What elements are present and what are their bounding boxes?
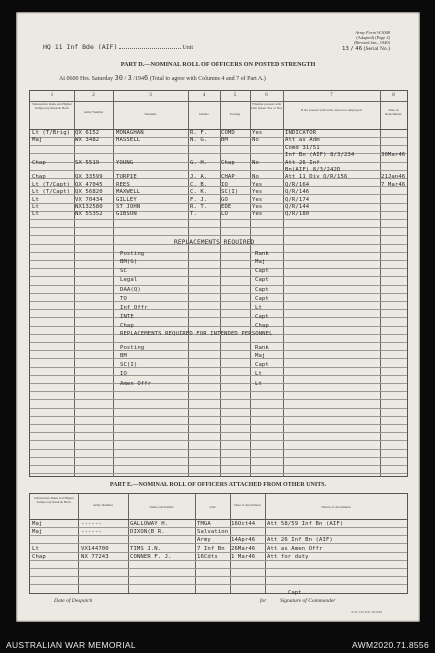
replacement-posting: INTE	[120, 314, 134, 321]
form-header: Army Form W.3008 (Adapted) (Page 2) (Revised Jan., 1940) 13 / 46 (Serial No.)	[342, 30, 390, 52]
replacement-posting: SC(I)	[120, 362, 138, 369]
cell-rank: Maj	[32, 529, 43, 536]
cell-post: BM	[221, 137, 228, 144]
serial-day: 13	[342, 45, 349, 52]
at-suffix: (Total to agree with Columns 4 and 7 of Part A.)	[149, 76, 266, 82]
cell-name: GALLOWAY H.	[130, 521, 169, 527]
cell-num: ------	[81, 529, 102, 536]
replacements2-rank-head: Rank	[255, 345, 269, 351]
e-col-head-number: Army Number	[93, 503, 113, 507]
cell-unit: TMGA	[197, 521, 211, 527]
archive-caption-right: AWM2020.71.8556	[352, 640, 429, 650]
ruled-line	[30, 584, 407, 585]
table-row	[30, 211, 407, 218]
cell-rank: Lt	[32, 545, 39, 552]
cell-rank: Lt (T/Brig)	[32, 130, 71, 136]
cell-rank: Chap	[32, 553, 46, 560]
unit-line	[43, 43, 193, 51]
ruled-line	[30, 358, 407, 359]
serial-year: 46	[355, 45, 363, 52]
col-num-8: 8	[392, 93, 395, 98]
cell-rank: Lt	[32, 204, 39, 210]
cell-emp: Q/R/144	[285, 204, 310, 210]
form-adapted: (Adapted) (Page 2)	[356, 35, 390, 41]
table-row	[30, 521, 407, 528]
cell-emp: Q/R/180	[285, 211, 310, 218]
cell-rank: Lt	[32, 211, 39, 218]
cell-init: J. A.	[190, 174, 208, 181]
table-row	[30, 537, 407, 544]
ruled-line	[30, 465, 407, 466]
ruled-line	[30, 457, 407, 458]
cell-nature: Att for duty	[267, 553, 309, 560]
print-code: A.W. 195 9/41 30/9/40	[351, 610, 383, 614]
e-col-head-date: Date of Attachment	[234, 503, 261, 507]
cell-rank: Chap	[32, 174, 46, 181]
replacement-rank: Capt	[255, 314, 269, 321]
replacement-rank: Capt	[255, 362, 269, 369]
ruled-line	[30, 260, 407, 261]
cell-name: TIMS J.N.	[130, 545, 162, 552]
e-col-head-name: Name and Initials	[149, 505, 174, 509]
col-head-surname: Surname	[144, 112, 157, 116]
cell-num: NX132580	[75, 204, 103, 210]
replacement-posting: BM	[120, 353, 127, 359]
e-col-head-rank: Substantive Rank and Higher Temporary Rank & Held.	[34, 496, 74, 504]
replacement-posting: Chap	[120, 323, 134, 330]
cell-emp: Comd 31/51	[285, 144, 320, 151]
table-row	[30, 546, 407, 553]
cell-emp: Q/R/164	[285, 181, 310, 188]
cell-rank: Chap	[32, 159, 46, 166]
cell-num: NX 55352	[75, 211, 103, 218]
document-page	[16, 12, 420, 622]
ruled-line	[30, 375, 407, 376]
cell-name: TURPIE	[116, 174, 137, 181]
ruled-line	[30, 408, 407, 409]
cell-emp: Att as Adm	[285, 137, 320, 144]
cell-num: WX 3482	[75, 137, 100, 144]
cell-init: R. F.	[190, 130, 208, 136]
ruled-line	[30, 383, 407, 384]
ruled-line	[30, 440, 407, 441]
replacement-rank: Capt	[255, 277, 269, 284]
date-day: 30	[114, 74, 123, 82]
cell-name: HASSELL	[116, 137, 141, 144]
cell-post: GO	[221, 196, 228, 203]
ruled-line	[30, 367, 407, 368]
part-d-title: PART D.—NOMINAL ROLL OF OFFICERS ON POSTED STRENGTH	[120, 61, 316, 68]
signature-prefix: for	[260, 598, 267, 604]
cell-post: EDE	[221, 204, 232, 210]
table-row	[30, 529, 407, 536]
ruled-line	[30, 293, 407, 294]
ruled-line	[30, 326, 407, 327]
cell-emp: Q/R/174	[285, 196, 310, 203]
ruled-line	[30, 399, 407, 400]
col-num-3: 3	[149, 93, 152, 98]
replacement-posting: TO	[120, 295, 127, 302]
cell-rank: Lt (T/Capt)	[32, 181, 71, 188]
ruled-line	[30, 285, 407, 286]
cell-name: ST JOHN	[116, 204, 141, 210]
ruled-line	[30, 568, 407, 569]
unit-value: HQ 11 Inf Bde (AIF)	[43, 43, 118, 51]
ruled-line	[30, 416, 407, 417]
cell-nature: Att 26 Inf Bn (AIF)	[267, 537, 333, 544]
cell-num: QX 33599	[75, 174, 103, 181]
ruled-line	[30, 309, 407, 310]
table-row	[30, 130, 407, 137]
replacement-rank: Chap	[255, 323, 269, 330]
replacements-title: REPLACEMENTS REQUIRED	[174, 239, 255, 246]
col-head-rank: Substantive Rank and Higher Temporary Rank & Held.	[32, 102, 72, 110]
year-digit: 6	[144, 74, 149, 82]
form-revised: (Revised Jan., 1940)	[353, 40, 390, 46]
cell-num: QX 47045	[75, 181, 103, 188]
cell-emp: Inf Bn (AIF) 8/3/234	[285, 152, 355, 159]
replacement-rank: Capt	[255, 268, 269, 275]
signature-label: Signature of Commander	[280, 598, 336, 604]
col-num-4: 4	[202, 93, 206, 98]
cell-date: 16Oct44	[231, 521, 256, 527]
cell-unit: Army	[197, 537, 211, 544]
replacement-posting: Amen Offr	[120, 380, 152, 387]
at-prefix: At 0600 Hrs. Saturday	[59, 76, 113, 82]
part-d-table	[29, 90, 408, 477]
cell-name: REES	[116, 181, 130, 188]
table-row	[30, 152, 407, 159]
ruled-line	[30, 391, 407, 392]
cell-rank: Lt (T/Capt)	[32, 189, 71, 196]
cell-pres: Yes	[252, 181, 263, 188]
ruled-line	[30, 449, 407, 450]
cell-rank: Lt	[32, 196, 39, 203]
unit-label: Unit	[182, 45, 194, 51]
table-row	[30, 189, 407, 196]
cell-post: LO	[221, 211, 228, 218]
table-row	[30, 197, 407, 204]
ruled-line	[30, 219, 407, 220]
ruled-line	[30, 473, 407, 474]
cell-num: SX 5519	[75, 159, 100, 166]
ruled-line	[30, 317, 407, 318]
col-head-detach-date: Date of Detachment.	[384, 108, 403, 116]
cell-name: GIBSON	[116, 211, 137, 218]
cell-init: N. G.	[190, 137, 208, 144]
replacement-posting: DAA(Q)	[120, 286, 141, 293]
table-row	[30, 145, 407, 152]
cell-emp: Bn(AIF) 8/3/242D	[285, 167, 341, 173]
cell-nature: Att 58/59 Inf Bn (AIF)	[267, 521, 344, 527]
cell-emp: INDICATOR	[285, 130, 317, 136]
col-num-6: 6	[265, 93, 268, 98]
replacement-rank: Maj	[255, 353, 266, 359]
cell-post: COMD	[221, 130, 235, 136]
replacements2-title: REPLACEMENTS REQUIRED FOR INTENDED PERSONNEL	[120, 331, 273, 337]
cell-pres: Yes	[252, 204, 263, 210]
replacements-rank-head: Rank	[255, 251, 269, 257]
table-row	[30, 137, 407, 144]
cell-name: YOUNG	[116, 159, 134, 166]
cell-init: C. K.	[190, 189, 208, 196]
cell-name: MAXWELL	[116, 189, 141, 196]
cell-date: 30Mar46	[381, 152, 406, 159]
cell-name: CONNER F. J.	[130, 553, 172, 560]
cell-pres: Yes	[252, 196, 263, 203]
replacement-posting: Inf Offr	[120, 305, 148, 311]
cell-name: GILLEY	[116, 196, 137, 203]
col-head-present: Whether present with Unit (insert Yes or No)	[251, 102, 282, 110]
replacement-posting: IO	[120, 371, 127, 378]
part-e-table	[29, 493, 408, 594]
cell-unit: 16Cdts	[197, 553, 218, 560]
col-num-5: 5	[233, 93, 237, 98]
cell-post: Chap	[221, 159, 235, 166]
ruled-line	[30, 576, 407, 577]
cell-num: VX 70434	[75, 196, 103, 203]
cell-date: 26Mar46	[231, 545, 256, 552]
replacement-rank: Maj	[255, 259, 266, 265]
table-row	[30, 182, 407, 189]
cell-pres: No	[252, 159, 259, 166]
col-head-posting: Posting	[229, 112, 241, 116]
replacements2-posting-head: Posting	[120, 345, 145, 351]
replacement-posting: SC	[120, 268, 127, 275]
signature-typed: Capt	[288, 590, 302, 596]
col-head-number: Army Number	[83, 110, 104, 114]
ruled-line	[30, 268, 407, 269]
ruled-line	[30, 276, 407, 277]
e-col-head-nature: Nature of Attachment	[321, 505, 351, 509]
cell-init: R. T.	[190, 204, 208, 210]
cell-rank: Maj	[32, 521, 43, 527]
ruled-line	[30, 301, 407, 302]
archive-caption-left: AUSTRALIAN WAR MEMORIAL	[6, 640, 136, 650]
cell-emp: Att 11 Div Q/R/156	[285, 174, 348, 181]
ruled-line	[30, 252, 407, 253]
e-col-head-unit: Unit	[209, 505, 216, 509]
cell-date: 7 Mar46	[381, 181, 406, 188]
col-head-employed: If not present with Unit, state how employed.	[300, 108, 363, 112]
col-head-initials: Initials	[199, 112, 209, 116]
col-num-7: 7	[330, 93, 333, 98]
cell-date: 21Jan46	[381, 174, 406, 181]
col-num-1: 1	[50, 93, 54, 98]
report-date-line: At 0600 Hrs. Saturday 30 / 3 /1946 (Total to agree with Columns 4 and 7 of Part A.)	[59, 74, 266, 82]
ruled-line	[30, 432, 407, 433]
ruled-line	[30, 227, 407, 228]
replacement-rank: Lt	[255, 305, 262, 311]
cell-pres: No	[252, 174, 259, 181]
cell-init: G. H.	[190, 159, 208, 166]
form-number: Army Form W.3008	[355, 30, 390, 35]
table-row	[30, 554, 407, 561]
cell-nature: Att as Amen Offr	[267, 545, 323, 552]
ruled-line	[30, 424, 407, 425]
replacement-posting: Legal	[120, 277, 138, 284]
cell-init: T.	[190, 211, 197, 218]
replacement-rank: Capt	[255, 295, 269, 302]
cell-rank: Maj	[32, 137, 43, 144]
cell-init: C. B.	[190, 181, 208, 188]
cell-pres: Yes	[252, 211, 263, 218]
table-row	[30, 204, 407, 211]
serial-label: (Serial No.)	[363, 45, 390, 52]
replacement-posting: BM(G)	[120, 259, 138, 265]
table-row	[30, 160, 407, 167]
cell-name: MONAGHAN	[116, 130, 144, 136]
cell-num: QX 56820	[75, 189, 103, 196]
cell-num: ------	[81, 521, 102, 527]
part-e-title: PART E.—NOMINAL ROLL OF OFFICERS ATTACHED FROM OTHER UNITS.	[109, 482, 327, 488]
replacement-rank: Capt	[255, 286, 269, 293]
cell-date: 14Apr46	[231, 537, 256, 544]
cell-unit: 7 Inf Bn	[197, 545, 225, 552]
col-num-2: 2	[92, 93, 95, 98]
year-prefix: /194	[133, 76, 144, 82]
date-month: 3	[127, 74, 132, 82]
cell-date: 1 Mar46	[231, 553, 256, 560]
cell-post: SC(I)	[221, 189, 239, 196]
cell-init: F. J.	[190, 196, 208, 203]
table-row	[30, 174, 407, 181]
table-row	[30, 167, 407, 174]
cell-num: QX 6152	[75, 130, 100, 136]
cell-num: NX 77243	[81, 553, 109, 560]
cell-emp: Att 26 Inf	[285, 159, 320, 166]
replacement-rank: Lt	[255, 371, 262, 378]
ruled-line	[30, 235, 407, 236]
cell-pres: Yes	[252, 189, 263, 196]
ruled-line	[30, 350, 407, 351]
cell-unit: Salvation	[197, 529, 229, 536]
replacement-rank: Lt	[255, 380, 262, 387]
date-of-despatch-label: Date of Despatch	[54, 598, 93, 604]
replacements-posting-head: Posting	[120, 251, 145, 257]
cell-post: CHAP	[221, 174, 235, 181]
cell-num: VX144700	[81, 545, 109, 552]
cell-pres: Yes	[252, 130, 263, 136]
cell-emp: Q/R/146	[285, 189, 310, 196]
cell-post: IO	[221, 181, 228, 188]
ruled-line	[30, 342, 407, 343]
cell-pres: No	[252, 137, 259, 144]
cell-name: DIXON(B R.	[130, 529, 165, 536]
